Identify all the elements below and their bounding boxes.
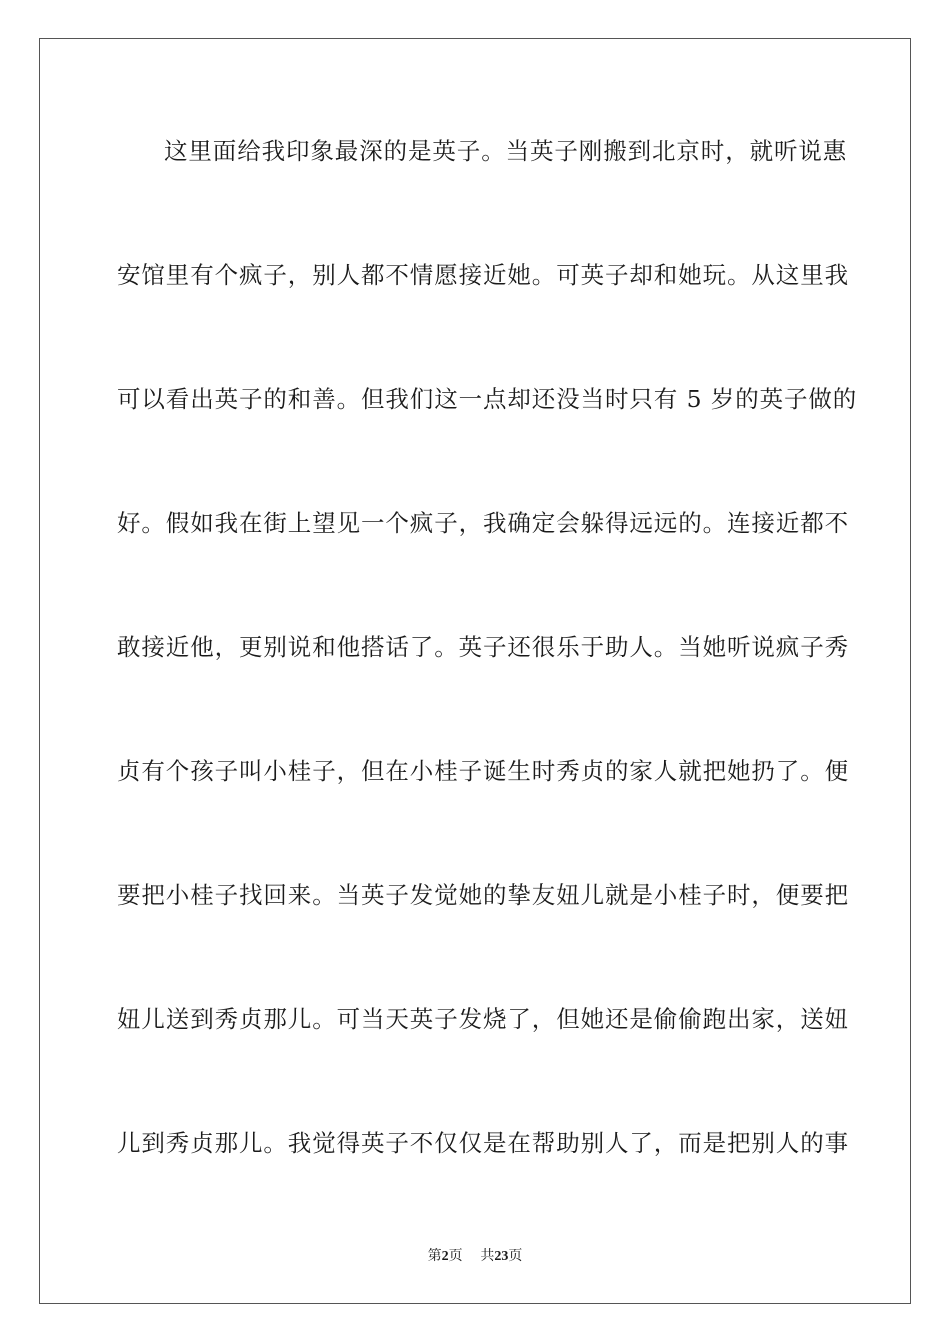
text-line-9: 儿到秀贞那儿。我觉得英子不仅仅是在帮助别人了，而是把别人的事 (117, 1129, 849, 1157)
total-suffix: 页 (508, 1248, 523, 1264)
page-footer (0, 1246, 950, 1267)
text-line-1: 这里面给我印象最深的是英子。当英子刚搬到北京时，就听说惠 (164, 137, 848, 165)
page-border (39, 38, 911, 1304)
total-prefix: 共 (480, 1248, 495, 1264)
total-pages: 23 (494, 1249, 509, 1264)
text-line-4: 好。假如我在街上望见一个疯子，我确定会躲得远远的。连接近都不 (117, 509, 849, 537)
text-line-3: 可以看出英子的和善。但我们这一点却还没当时只有 5 岁的英子做的 (117, 385, 858, 413)
text-line-2: 安馆里有个疯子，别人都不情愿接近她。可英子却和她玩。从这里我 (117, 261, 849, 289)
text-line-7: 要把小桂子找回来。当英子发觉她的挚友妞儿就是小桂子时，便要把 (117, 881, 849, 909)
text-line-8: 妞儿送到秀贞那儿。可当天英子发烧了，但她还是偷偷跑出家，送妞 (117, 1005, 849, 1033)
page-prefix: 第 (427, 1248, 442, 1264)
text-line-6: 贞有个孩子叫小桂子，但在小桂子诞生时秀贞的家人就把她扔了。便 (117, 757, 849, 785)
page-suffix: 页 (448, 1248, 463, 1264)
text-line-5: 敢接近他，更别说和他搭话了。英子还很乐于助人。当她听说疯子秀 (117, 633, 849, 661)
page-number: 2 (441, 1249, 449, 1264)
